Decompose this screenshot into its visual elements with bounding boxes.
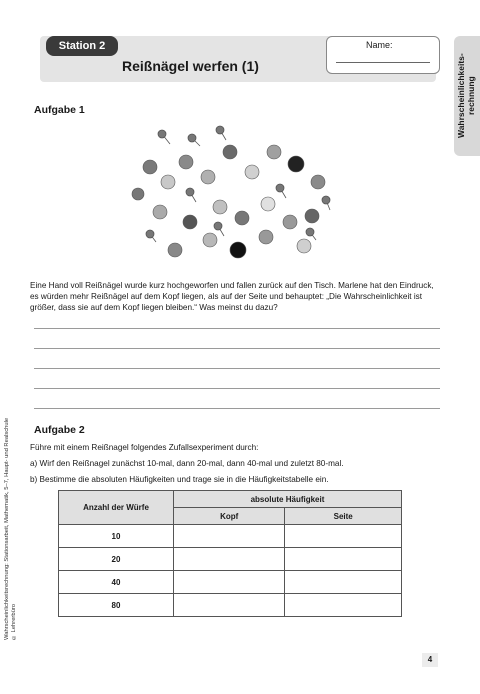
col-header-throws: Anzahl der Würfe <box>59 491 174 525</box>
table-cell-input[interactable] <box>174 525 285 548</box>
table-cell-input[interactable] <box>285 594 402 617</box>
table-cell-input[interactable] <box>285 548 402 571</box>
station-badge: Station 2 <box>46 36 118 56</box>
name-field[interactable] <box>336 62 430 63</box>
aufgabe1-heading: Aufgabe 1 <box>34 104 85 116</box>
row-label: 80 <box>59 594 174 617</box>
table-cell-input[interactable] <box>174 594 285 617</box>
row-label: 20 <box>59 548 174 571</box>
aufgabe2-heading: Aufgabe 2 <box>34 424 85 436</box>
side-tab-label: Wahrscheinlichkeits- rechnung <box>456 53 476 139</box>
page-title: Reißnägel werfen (1) <box>122 58 259 74</box>
frequency-table <box>58 490 402 617</box>
answer-line[interactable] <box>34 368 440 369</box>
table-cell-input[interactable] <box>174 571 285 594</box>
answer-line[interactable] <box>34 408 440 409</box>
col-header-frequency: absolute Häufigkeit <box>174 491 402 508</box>
table-cell-input[interactable] <box>285 571 402 594</box>
row-label: 40 <box>59 571 174 594</box>
answer-line[interactable] <box>34 328 440 329</box>
col-header-seite: Seite <box>285 508 402 525</box>
page-number: 4 <box>422 653 438 667</box>
pushpins-photo <box>130 122 340 270</box>
aufgabe2-a: a) Wirf den Reißnagel zunächst 10-mal, dann 20-mal, dann 40-mal und zuletzt 80-mal. <box>30 459 344 468</box>
aufgabe2-b: b) Bestimme die absoluten Häufigkeiten und trage sie in die Häufigkeitstabelle ein. <box>30 475 329 484</box>
aufgabe1-text: Eine Hand voll Reißnägel wurde kurz hochgeworfen und fallen zurück auf den Tisch. Marlene hat den Eindruck, es würden mehr Reißnägel auf dem Kopf liegen, als auf der Seite und behauptet: „Die Wahrscheinlichkeit ist größer, dass sie auf dem Kopf liegen bleiben.“ Was meinst du dazu? <box>30 281 434 312</box>
name-label: Name: <box>366 40 393 50</box>
answer-line[interactable] <box>34 388 440 389</box>
table-cell-input[interactable] <box>285 525 402 548</box>
row-label: 10 <box>59 525 174 548</box>
col-header-kopf: Kopf <box>174 508 285 525</box>
aufgabe2-intro: Führe mit einem Reißnagel folgendes Zufallsexperiment durch: <box>30 443 259 452</box>
answer-line[interactable] <box>34 348 440 349</box>
side-credit: Wahrscheinlichkeitsrechnung: Stationsarbeit, Mathematik, 5–7, Haupt- und Realschule © Lehrerbüro <box>4 417 17 640</box>
table-cell-input[interactable] <box>174 548 285 571</box>
